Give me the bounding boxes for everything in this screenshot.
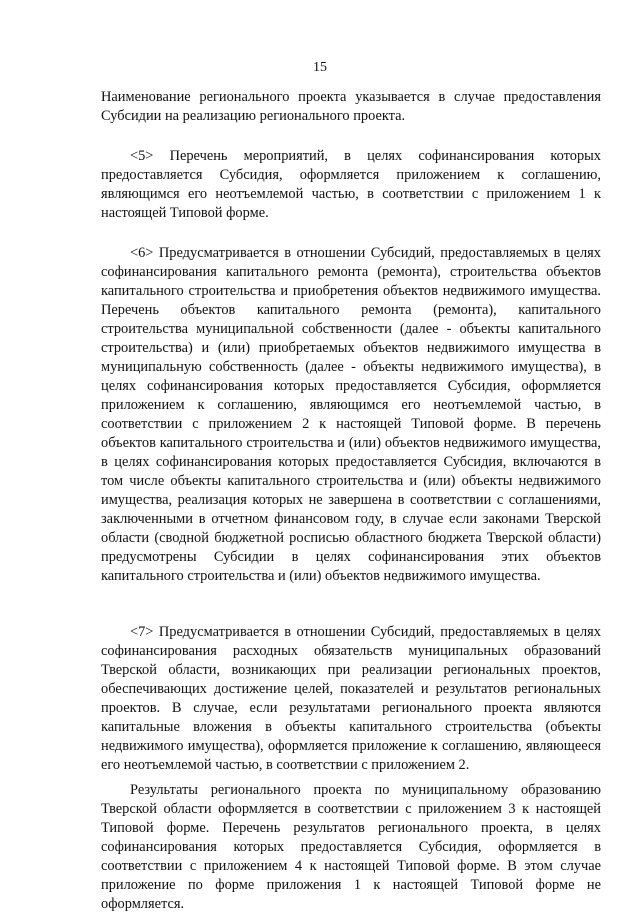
footnote-5-paragraph: <5> Перечень мероприятий, в целях софинансирования которых предоставляется Субсидия, оформляется приложением к соглашению, являющимся его неотъемлемой частью, в соответствии с приложением 1 к настоящей Типовой форме. (101, 148, 601, 221)
footnote-7-paragraph: <7> Предусматривается в отношении Субсидий, предоставляемых в целях софинансирования расходных обязательств муниципальных образований Тверской области, возникающих при реализации региональных проектов, обеспечивающих достижение целей, показателей и результатов региональных проектов. В случае, если результатами регионального проекта являются капитальные вложения в объекты капитального строительства (объекты недвижимого имущества), оформляется приложение к соглашению, являющееся его неотъемлемой частью, в соответствии с приложением 2. (101, 624, 601, 773)
document-body (101, 88, 601, 914)
paragraph-regional-project-note: Наименование регионального проекта указывается в случае предоставления Субсидии на реализацию регионального проекта. (101, 89, 601, 124)
page-number: 15 (313, 60, 327, 75)
footnote-6-paragraph: <6> Предусматривается в отношении Субсидий, предоставляемых в целях софинансирования капитального ремонта (ремонта), строительства объектов капитального строительства и приобретения объектов недвижимого имущества. Перечень объектов капитального ремонта (ремонта), капитального строительства муниципальной собственности (далее - объекты капитального строительства) и (или) приобретаемых объектов недвижимого имущества в муниципальную собственность (далее - объекты недвижимого имущества), в целях софинансирования которых предоставляется Субсидия, оформляется приложением к соглашению, являющимся его неотъемлемой частью, в соответствии с приложением 2 к настоящей Типовой форме. В перечень объектов капитального строительства и (или) объектов недвижимого имущества, в целях софинансирования которых предоставляется Субсидия, включаются в том числе объекты капитального строительства и (или) объекты недвижимого имущества, реализация которых не завершена в соответствии с соглашениями, заключенными в отчетном финансовом году, в случае если законами Тверской области (сводной бюджетной росписью областного бюджета Тверской области) предусмотрены Субсидии в целях софинансирования этих объектов капитального строительства и (или) объектов недвижимого имущества. (101, 245, 601, 584)
results-paragraph: Результаты регионального проекта по муниципальному образованию Тверской области оформляется в соответствии с приложением 3 к настоящей Типовой форме. Перечень результатов регионального проекта, в целях софинансирования которых предоставляется Субсидия, оформляется в соответствии с приложением 4 к настоящей Типовой форме. В этом случае приложение по форме приложения 1 к настоящей Типовой форме не оформляется. (101, 782, 601, 912)
